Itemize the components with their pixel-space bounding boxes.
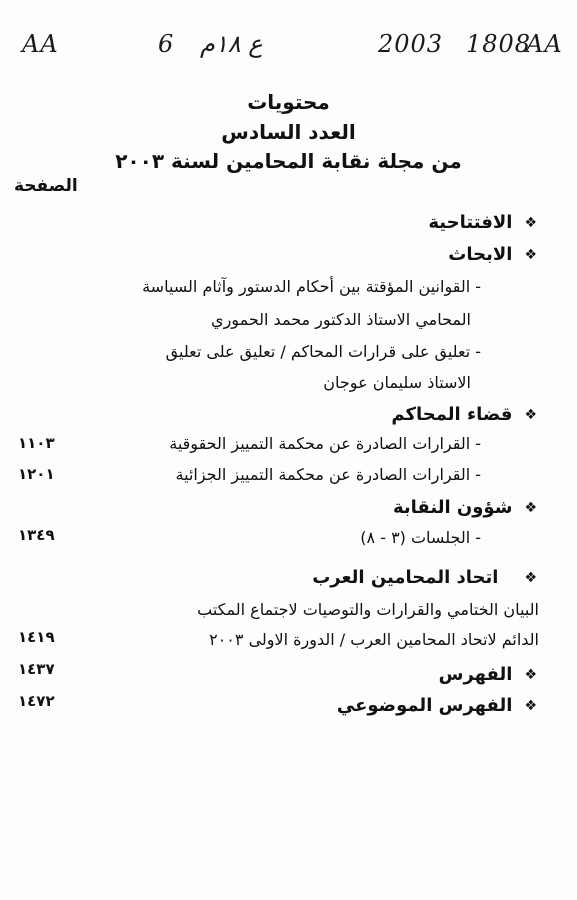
- issue-title: العدد السادس: [221, 120, 356, 144]
- section-title: الابحاث: [448, 244, 513, 265]
- research-item-1-title: - القوانين المؤقتة بين أحكام الدستور وآثام السياسة: [142, 277, 481, 296]
- section-title: الافتتاحية: [428, 212, 513, 233]
- courts-item-2-page: ١٢٠١: [18, 465, 55, 483]
- handwritten-code-right: AA: [526, 30, 563, 58]
- bullet-icon: ❖: [524, 569, 537, 586]
- bullet-icon: ❖: [524, 406, 537, 423]
- union-item-1-page: ١٣٤٩: [18, 526, 55, 544]
- section-research: [448, 244, 537, 265]
- journal-title: من مجلة نقابة المحامين لسنة ٢٠٠٣: [115, 149, 462, 173]
- section-courts: [391, 404, 537, 425]
- bullet-icon: ❖: [524, 214, 537, 231]
- arab-item-page: ١٤١٩: [18, 628, 55, 646]
- handwritten-arabic-note: ع ١٨م: [200, 30, 263, 58]
- section-topical-index: [337, 695, 537, 716]
- section-title: شؤون النقابة: [392, 497, 513, 518]
- handwritten-number: 6: [158, 30, 175, 58]
- section-title: الفهرس: [438, 664, 513, 685]
- page-title: محتويات: [247, 90, 330, 114]
- courts-item-1: - القرارات الصادرة عن محكمة التمييز الحقوقية: [169, 434, 481, 453]
- section-arab-lawyers: [312, 567, 537, 588]
- bullet-icon: ❖: [524, 246, 537, 263]
- bullet-icon: ❖: [524, 697, 537, 714]
- section-index: [439, 664, 537, 685]
- section-union: [393, 497, 537, 518]
- handwritten-code-left: AA: [22, 30, 59, 58]
- section-title: اتحاد المحامين العرب: [312, 567, 499, 588]
- section-opening: [428, 212, 537, 233]
- section-title: قضاء المحاكم: [391, 404, 513, 425]
- research-item-2-title: - تعليق على قرارات المحاكم / تعليق على تعليق: [165, 342, 481, 361]
- bullet-icon: ❖: [524, 499, 537, 516]
- handwritten-year: 2003: [378, 30, 444, 58]
- handwritten-serial: 1808: [466, 30, 532, 58]
- courts-item-1-page: ١١٠٣: [18, 434, 55, 452]
- bullet-icon: ❖: [524, 666, 537, 683]
- section-title: الفهرس الموضوعي: [336, 695, 513, 716]
- research-item-1-author: المحامي الاستاذ الدكتور محمد الحموري: [211, 310, 471, 329]
- arab-item-line-2: الدائم لاتحاد المحامين العرب / الدورة الاولى ٢٠٠٣: [209, 630, 539, 649]
- arab-item-line-1: البيان الختامي والقرارات والتوصيات لاجتماع المكتب: [197, 600, 539, 619]
- index-page: ١٤٣٧: [18, 660, 55, 678]
- topical-index-page: ١٤٧٢: [18, 692, 55, 710]
- research-item-2-author: الاستاذ سليمان عوجان: [323, 373, 471, 392]
- union-item-1: - الجلسات (٣ - ٨): [360, 528, 481, 547]
- courts-item-2: - القرارات الصادرة عن محكمة التمييز الجزائية: [175, 465, 481, 484]
- page-column-label: الصفحة: [14, 176, 78, 196]
